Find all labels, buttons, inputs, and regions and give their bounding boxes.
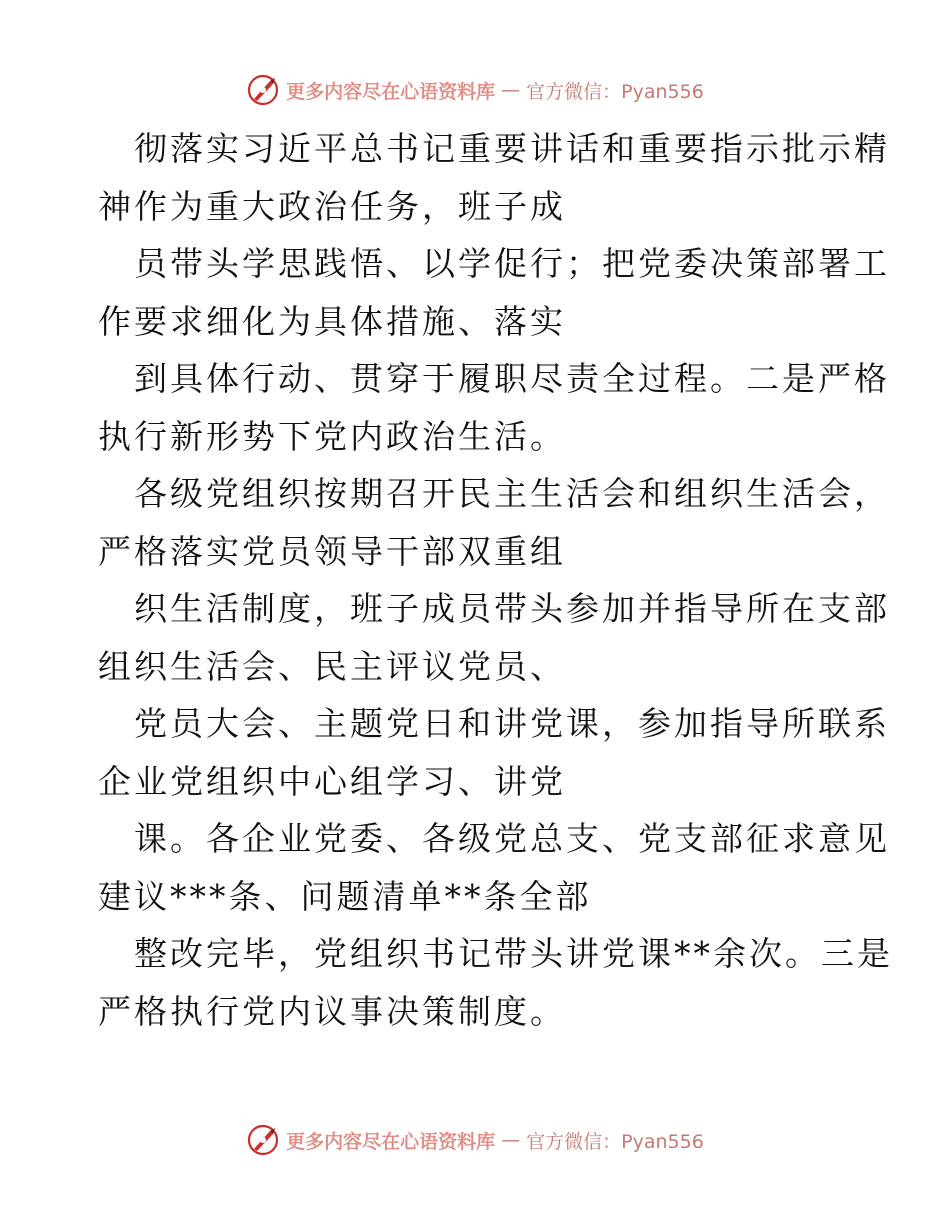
watermark-site-name: 更多内容尽在心语资料库 — [286, 1130, 496, 1153]
body-line: 严格落实党员领导干部双重组 — [98, 531, 566, 571]
body-line: 作要求细化为具体措施、落实 — [98, 301, 566, 341]
body-line: 课。各企业党委、各级党总支、党支部征求意见 — [134, 819, 890, 858]
footer-watermark — [0, 1120, 950, 1160]
body-line: 党员大会、主题党日和讲党课，参加指导所联系 — [134, 704, 890, 743]
body-line: 整改完毕，党组织书记带头讲党课**余次。三是 — [134, 934, 893, 973]
body-line: 员带头学思践悟、以学促行；把党委决策部署工 — [134, 244, 890, 283]
body-line: 彻落实习近平总书记重要讲话和重要指示批示精 — [134, 129, 890, 168]
body-line: 神作为重大政治任务，班子成 — [98, 186, 566, 226]
body-line: 组织生活会、民主评议党员、 — [98, 646, 566, 686]
header-watermark — [0, 70, 950, 110]
quill-pen-logo-icon — [246, 1123, 280, 1157]
quill-pen-logo-icon — [246, 73, 280, 107]
body-line: 织生活制度，班子成员带头参加并指导所在支部 — [134, 589, 890, 628]
body-line: 各级党组织按期召开民主生活会和组织生活会， — [134, 474, 890, 513]
document-body — [98, 120, 893, 1040]
body-line: 严格执行党内议事决策制度。 — [98, 991, 566, 1031]
body-line: 到具体行动、贯穿于履职尽责全过程。二是严格 — [134, 359, 890, 398]
body-line: 执行新形势下党内政治生活。 — [98, 416, 566, 456]
watermark-contact: 官方微信：Pyan556 — [526, 1130, 704, 1153]
body-line: 企业党组织中心组学习、讲党 — [98, 761, 566, 801]
watermark-contact: 官方微信：Pyan556 — [526, 80, 704, 103]
watermark-site-name: 更多内容尽在心语资料库 — [286, 80, 496, 103]
body-line: 建议***条、问题清单**条全部 — [98, 876, 592, 916]
watermark-separator: — — [501, 79, 521, 101]
watermark-separator: — — [501, 1129, 521, 1151]
